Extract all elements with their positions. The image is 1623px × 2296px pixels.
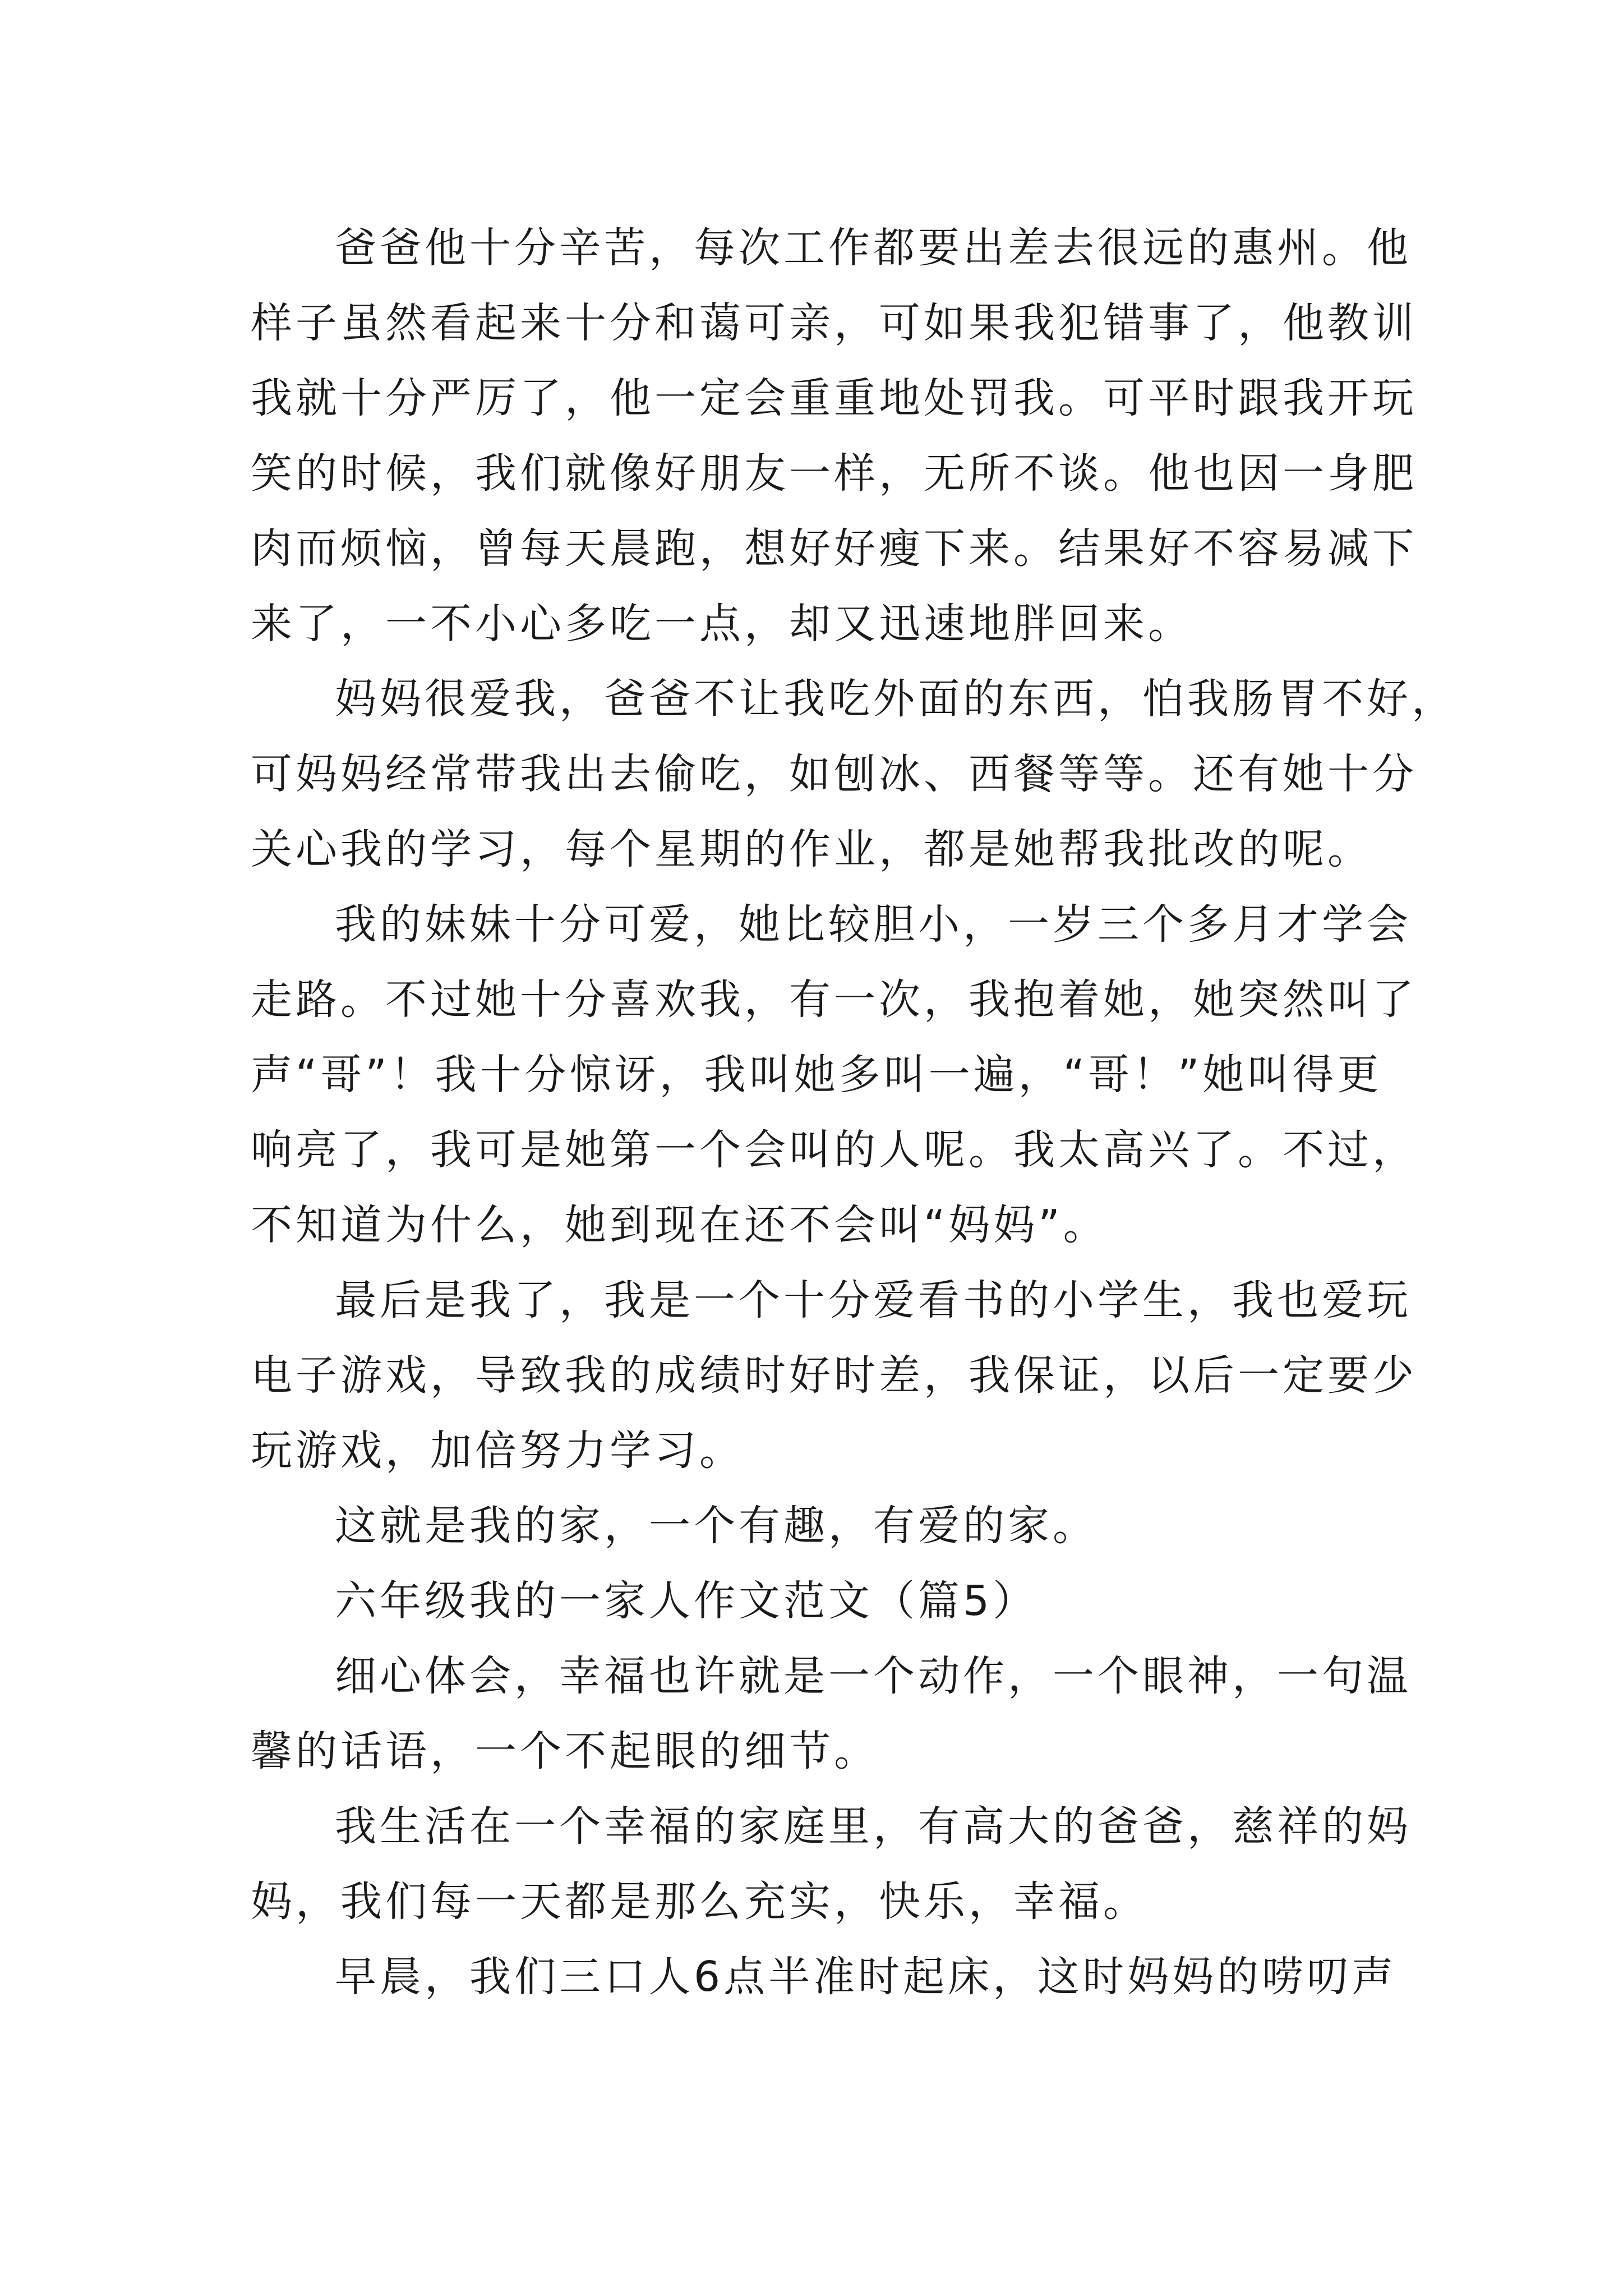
text-line: 细心体会，幸福也许就是一个动作，一个眼神，一句温 xyxy=(335,1652,1412,1700)
text-line: 我生活在一个幸福的家庭里，有高大的爸爸，慈祥的妈 xyxy=(335,1802,1412,1851)
text-line: 可妈妈经常带我出去偷吃，如刨冰、西餐等等。还有她十分 xyxy=(251,750,1417,798)
text-line: 来了，一不小心多吃一点，却又迅速地胖回来。 xyxy=(251,600,1193,648)
text-line: 声“哥”！我十分惊讶，我叫她多叫一遍，“哥！”她叫得更 xyxy=(251,1051,1382,1099)
text-line: 爸爸他十分辛苦，每次工作都要出差去很远的惠州。他 xyxy=(335,224,1412,272)
text-line: 关心我的学习，每个星期的作业，都是她帮我批改的呢。 xyxy=(251,825,1372,873)
document-body xyxy=(251,210,1456,2014)
text-line: 样子虽然看起来十分和蔼可亲，可如果我犯错事了，他教训 xyxy=(251,299,1417,347)
text-line: 妈，我们每一天都是那么充实，快乐，幸福。 xyxy=(251,1878,1148,1926)
text-line: 早晨，我们三口人6点半准时起床，这时妈妈的唠叨声 xyxy=(335,1953,1397,2001)
text-line: 肉而烦恼，曾每天晨跑，想好好瘦下来。结果好不容易减下 xyxy=(251,524,1417,573)
text-line: 妈妈很爱我，爸爸不让我吃外面的东西，怕我肠胃不好， xyxy=(335,675,1456,723)
text-line: 馨的话语，一个不起眼的细节。 xyxy=(251,1727,879,1775)
text-line: 走路。不过她十分喜欢我，有一次，我抱着她，她突然叫了 xyxy=(251,976,1417,1024)
text-line: 电子游戏，导致我的成绩时好时差，我保证，以后一定要少 xyxy=(251,1351,1417,1400)
text-line: 我就十分严厉了，他一定会重重地处罚我。可平时跟我开玩 xyxy=(251,374,1417,422)
text-line: 这就是我的家，一个有趣，有爱的家。 xyxy=(335,1502,1098,1550)
text-line: 最后是我了，我是一个十分爱看书的小学生，我也爱玩 xyxy=(335,1276,1412,1324)
text-line: 我的妹妹十分可爱，她比较胆小，一岁三个多月才学会 xyxy=(335,900,1412,949)
section-heading: 六年级我的一家人作文范文（篇5） xyxy=(335,1577,1038,1625)
text-line: 笑的时候，我们就像好朋友一样，无所不谈。他也因一身肥 xyxy=(251,449,1417,498)
text-line: 响亮了，我可是她第一个会叫的人呢。我太高兴了。不过， xyxy=(251,1126,1417,1174)
text-line: 不知道为什么，她到现在还不会叫“妈妈”。 xyxy=(251,1201,1108,1249)
text-line: 玩游戏，加倍努力学习。 xyxy=(251,1427,744,1475)
